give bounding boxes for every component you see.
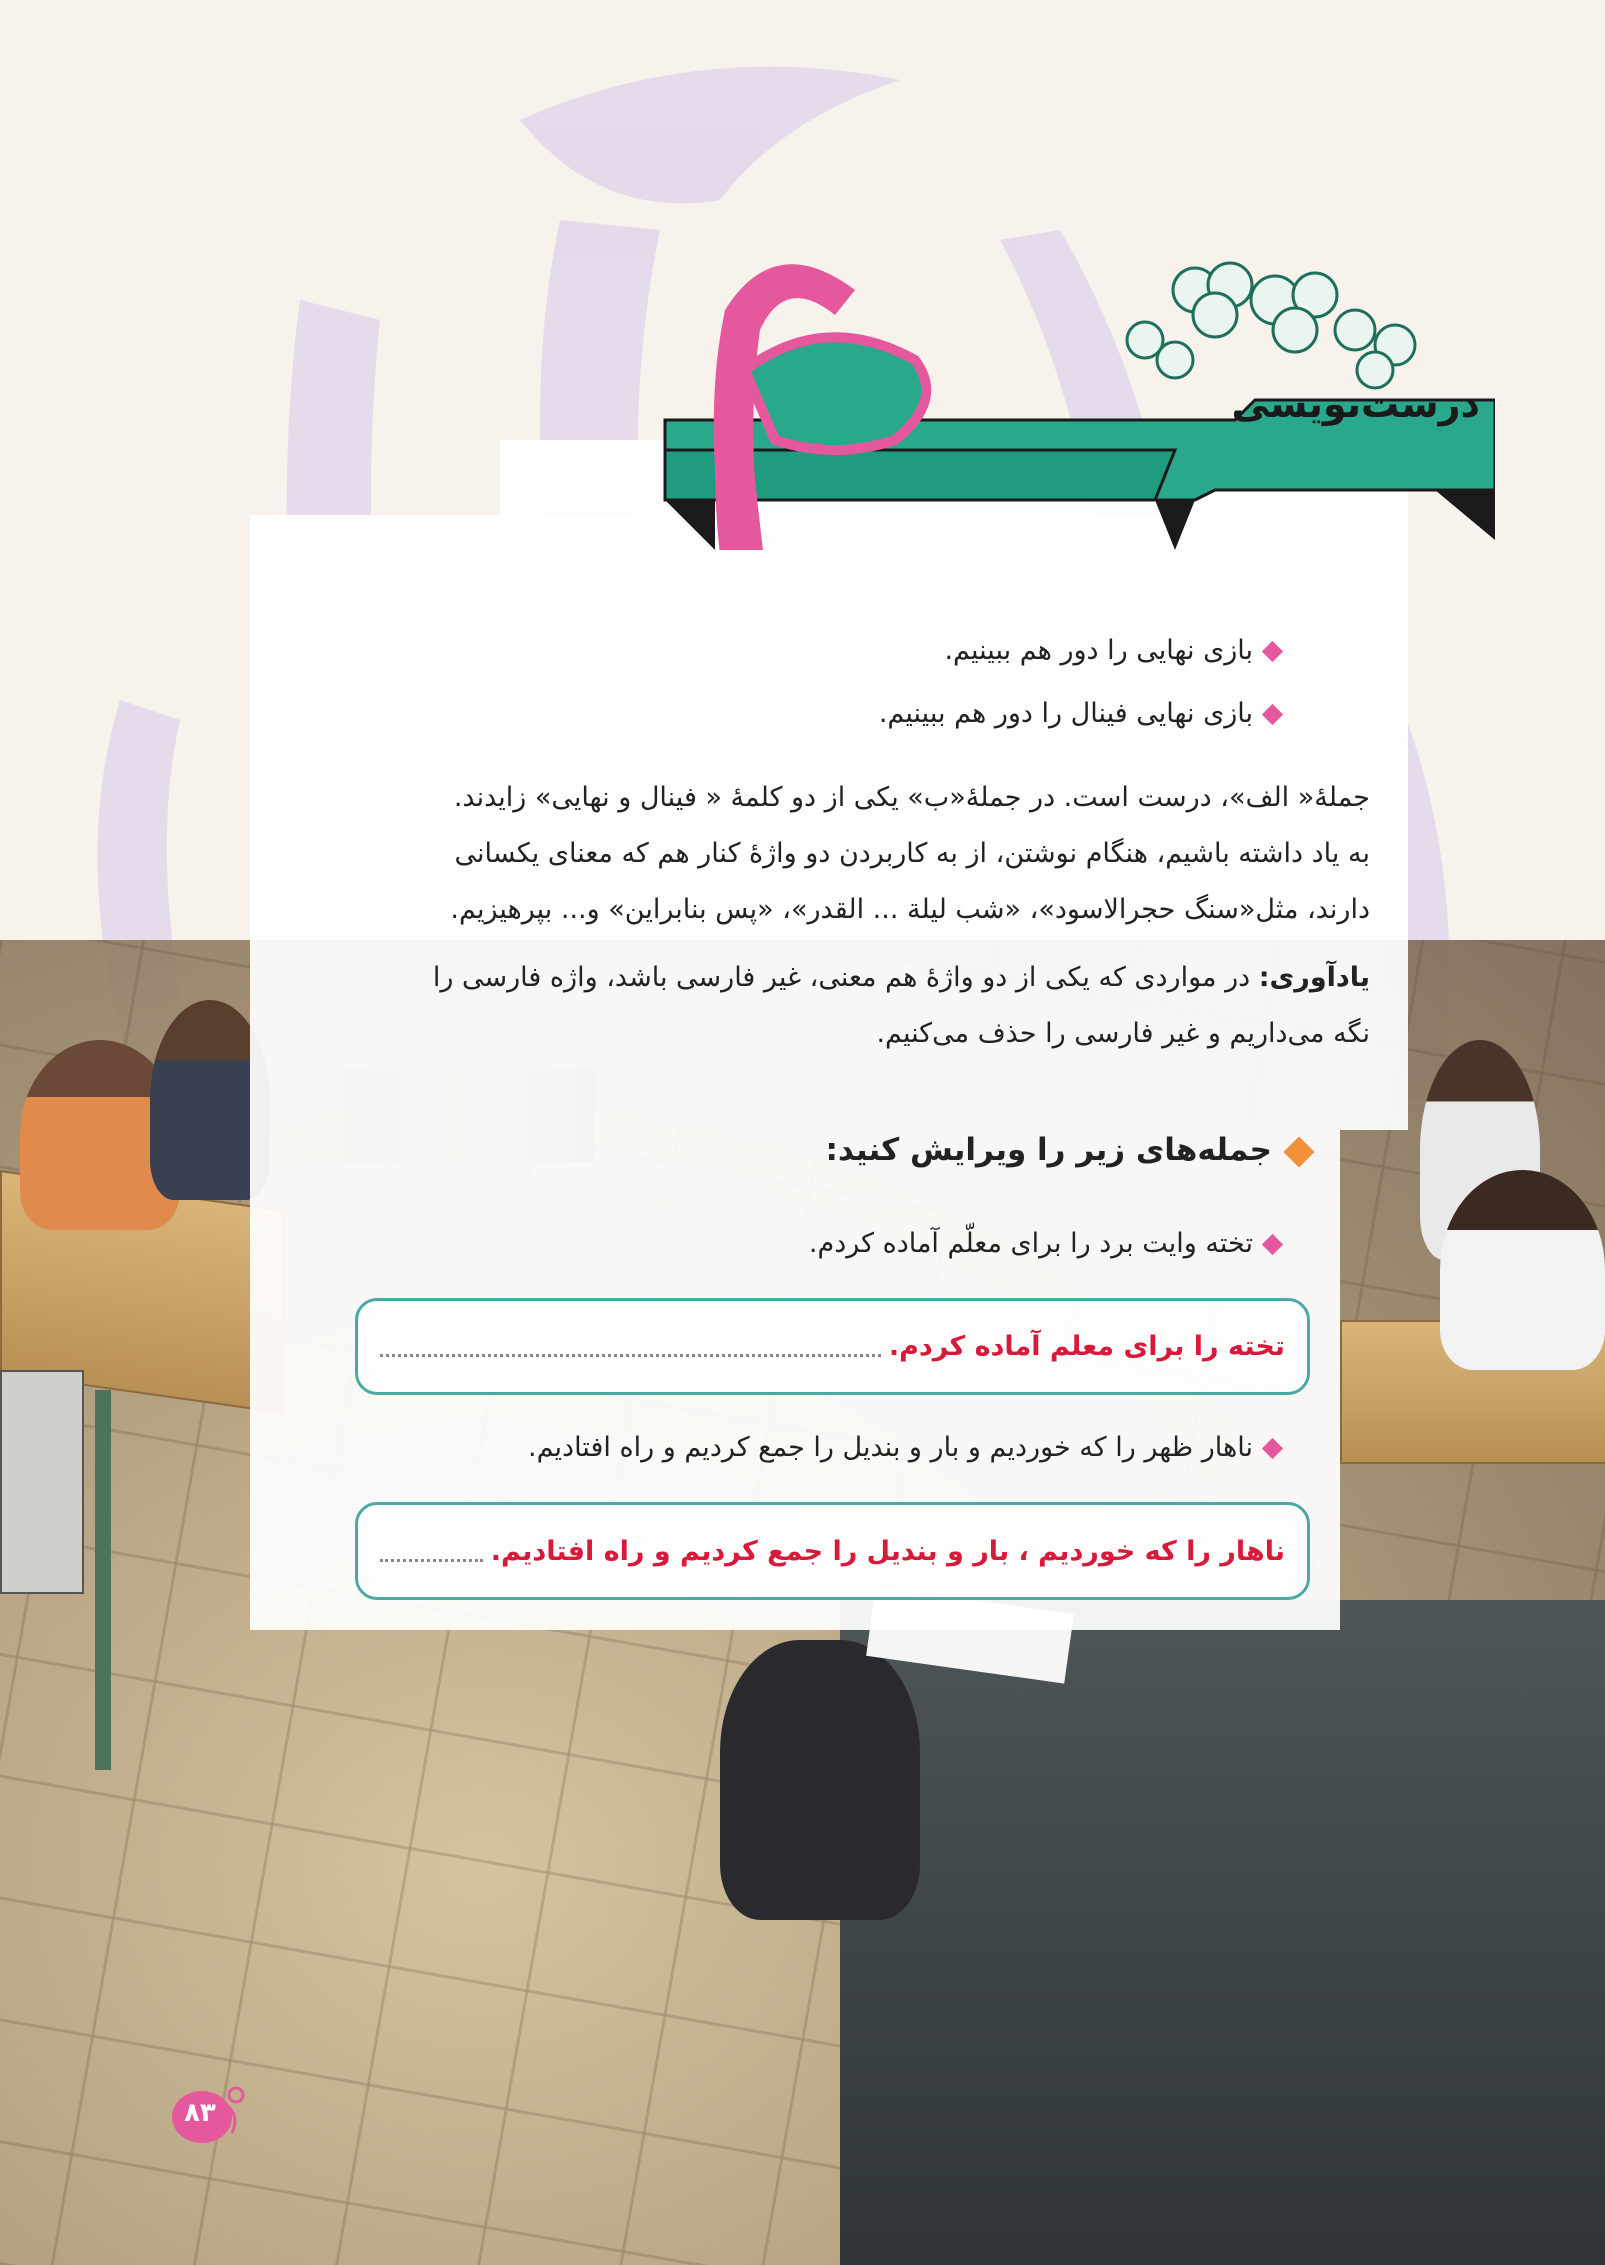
question-1-text: تخته وایت برد را برای معلّم آماده کردم.: [808, 1228, 1253, 1259]
question-1: [700, 1218, 1280, 1278]
example-b-text: بازی نهایی فینال را دور هم ببینیم.: [878, 698, 1253, 729]
explanation-line: به یاد داشته باشیم، هنگام نوشتن، از به کاربردن دو واژۀ کنار هم که معنای یکسانی: [454, 838, 1370, 869]
pink-diamond-bullet-icon: [1262, 641, 1283, 662]
explanation-paragraph: [280, 770, 1370, 938]
explanation-line: جملۀ« الف»، درست است. در جملۀ«ب» یکی از دو کلمۀ « فینال و نهایی» زایدند.: [453, 782, 1370, 813]
teacher-desk: [840, 1600, 1605, 2265]
student-4: [1440, 1170, 1605, 1370]
dotted-line: [380, 1559, 483, 1562]
question-2: [380, 1422, 1280, 1482]
reminder-note: [280, 950, 1370, 1062]
reminder-text: نگه می‌داریم و غیر فارسی را حذف می‌کنیم.: [876, 1018, 1370, 1049]
pink-diamond-bullet-icon: [1262, 1438, 1283, 1459]
reminder-label: یادآوری:: [1258, 962, 1370, 993]
desk-leg: [95, 1390, 111, 1770]
answer-field-1[interactable]: [355, 1298, 1310, 1395]
example-a-text: بازی نهایی را دور هم ببینیم.: [944, 635, 1253, 666]
answer-field-2[interactable]: [355, 1502, 1310, 1600]
example-a: [700, 625, 1280, 677]
page-number: ۸۳: [184, 2098, 216, 2128]
question-2-text: ناهار ظهر را که خوردیم و بار و بندیل را جمع کردیم و راه افتادیم.: [527, 1432, 1253, 1463]
pink-diamond-bullet-icon: [1262, 1234, 1283, 1255]
flower-decoration-icon: [1127, 263, 1415, 388]
reminder-text: در مواردی که یکی از دو واژۀ هم معنی، غیر فارسی باشد، واژه فارسی را: [432, 962, 1259, 993]
desk-left-drawer: [0, 1370, 84, 1594]
orange-diamond-bullet-icon: [1283, 1136, 1314, 1167]
lesson-number: [760, 250, 761, 251]
exercise-heading-text: جمله‌های زیر را ویرایش کنید:: [825, 1132, 1272, 1168]
answer-1-text: تخته را برای معلم آماده کردم.: [888, 1331, 1285, 1362]
explanation-line: دارند، مثل«سنگ حجرالاسود»، «شب لیلة ... القدر»، «پس بنابراین» و... بپرهیزیم.: [450, 894, 1370, 925]
dotted-line: [380, 1354, 881, 1357]
lesson-title: درست‌نویسی: [1231, 382, 1480, 426]
exercise-heading: [700, 1120, 1310, 1180]
backpack: [720, 1640, 920, 1920]
answer-2-text: ناهار را که خوردیم ، بار و بندیل را جمع کردیم و راه افتادیم.: [490, 1535, 1285, 1567]
pink-diamond-bullet-icon: [1262, 704, 1283, 725]
example-b: [700, 688, 1280, 740]
